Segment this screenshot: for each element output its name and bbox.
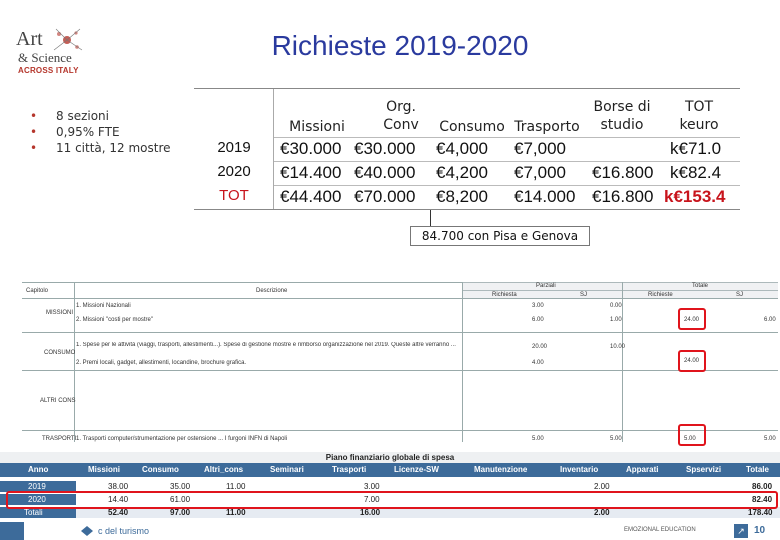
finance-value: 38.00 [108,482,129,491]
sheet-rule [622,282,623,442]
sheet-value: 4.00 [532,360,544,366]
highlight-box [678,350,706,372]
finance-anno: 2019 [28,482,46,491]
slide-title: Richieste 2019-2020 [271,30,529,61]
finance-value: 52.40 [108,508,129,517]
cell-borse-tot: €16.800 [592,187,654,206]
cell-trasporto-tot: €14.000 [514,187,576,206]
finance-col-manutenzione: Manutenzione [474,465,528,474]
cell-org-2020: €40.000 [354,163,416,182]
footer-left-text: c del turismo [98,526,150,536]
finance-col-missioni: Missioni [88,465,121,474]
row-divider [274,161,740,162]
cell-consumo-tot: €8,200 [436,187,488,206]
header-tot-1: TOT [684,99,714,115]
finance-value: 11.00 [226,482,246,491]
callout-note: 84.700 con Pisa e Genova [410,226,590,246]
bullet-item: • 11 città, 12 mostre [30,140,171,156]
sheet-value: 5.00 [532,436,544,442]
finance-value: 86.00 [752,482,773,491]
sheet-line: 1. Spese per le attività (viaggi, trasporti, allestimenti...). Spese di gestione mostre e rimborso organizzazione nel 2019. Queste altre verranno ... [76,342,456,348]
finance-anno: 2020 [28,495,46,504]
sheet-rule [74,282,75,442]
logo-art-text: Art [16,28,43,50]
finance-value: 11.00 [226,508,246,517]
row-label-2020: 2020 [217,163,251,180]
footer-right-text: EMOZIONAL EDUCATION [624,527,696,533]
sheet-value: 10.00 [610,344,626,350]
sheet-total: 5.00 [764,436,776,442]
section-trasporti: TRASPORTI [42,436,77,442]
finance-value: 178.40 [748,508,773,517]
sheet-line: 1. Missioni Nazionali [76,303,131,309]
finance-col-totale: Totale [746,465,769,474]
sheet-header-descrizione: Descrizione [256,288,288,294]
bullet-item: • 0,95% FTE [30,124,171,140]
footer-logo-icon [80,525,94,537]
sheet-header-sj: SJ [580,292,588,298]
finance-value: 61.00 [170,495,191,504]
requests-summary-table [194,88,740,210]
cell-trasporto-2020: €7,000 [514,163,566,182]
sheet-rule [462,282,463,442]
sheet-rule [22,332,778,333]
cell-missioni-tot: €44.400 [280,187,342,206]
cell-missioni-2019: €30.000 [280,139,342,158]
finance-col-consumo: Consumo [142,465,179,474]
bullet-item: • 8 sezioni [30,108,171,124]
section-consumo: CONSUMO [44,350,76,356]
finance-header-row [0,463,780,477]
sheet-total: 24.00 [684,317,700,323]
header-org-1: Org. [386,99,416,115]
finance-value: 3.00 [364,482,380,491]
sheet-line: 2. Premi locali, gadget, allestimenti, locandine, brochure grafica. [76,360,247,366]
cell-org-2019: €30.000 [354,139,416,158]
finance-col-altri: Altri_cons [204,465,244,474]
logo-across-text: ACROSS ITALY [18,66,79,75]
sheet-header-capitolo: Capitolo [26,288,49,294]
finance-col-trasporti: Trasporti [332,465,367,474]
cell-missioni-2020: €14.400 [280,163,342,182]
header-org-2: Conv [383,117,419,133]
sheet-line: 2. Missioni "costi per mostre" [76,317,153,323]
highlight-box [678,424,706,446]
finance-value: 97.00 [170,508,191,517]
finance-col-apparati: Apparati [626,465,659,474]
footer-strip [0,522,780,540]
header-consumo: Consumo [439,119,505,135]
cell-tot-2019: k€71.0 [670,139,722,158]
sheet-value: 0.00 [610,303,622,309]
arrow-icon: ↗ [734,524,748,538]
sheet-value: 6.00 [532,317,544,323]
cell-consumo-2020: €4,200 [436,163,488,182]
cell-org-tot: €70.000 [354,187,416,206]
sheet-header-richieste: Richieste [648,292,673,298]
logo-science-text: & Science [18,50,72,65]
row-divider [274,185,740,186]
finance-anno: Totali [24,508,43,517]
finance-value: 7.00 [364,495,380,504]
finance-title: Piano finanziario globale di spesa [325,453,455,462]
sheet-value: 5.00 [610,436,622,442]
header-borse-2: studio [600,117,644,133]
row-label-tot: TOT [219,187,249,204]
sheet-value: 1.00 [610,317,622,323]
sheet-header-richiesta: Richiesta [492,292,517,298]
sheet-total: 24.00 [684,358,700,364]
finance-value: 16.00 [360,508,381,517]
section-altri-cons: ALTRI CONS [40,398,76,404]
header-tot-2: keuro [679,117,719,133]
finance-value: 82.40 [752,495,773,504]
sheet-line: 1. Trasporti computer/strumentazione per ostensione ... I furgoni INFN di Napoli [76,436,288,442]
budget-request-sheet [0,270,780,450]
row-label-2019: 2019 [217,139,251,156]
summary-bullets [30,108,171,156]
sheet-rule [22,370,778,371]
finance-value: 2.00 [594,482,610,491]
sheet-header-totale: Totale [692,283,709,289]
header-divider [274,137,740,138]
sheet-header-sj2: SJ [736,292,744,298]
cell-tot-2020: k€82.4 [670,163,722,182]
finance-col-anno: Anno [28,465,49,474]
header-trasporto: Trasporto [514,119,580,135]
sheet-total: 6.00 [764,317,776,323]
finance-col-spservizi: Spservizi [686,465,722,474]
sheet-rule [22,298,778,299]
highlight-row-2020 [6,491,778,509]
header-missioni: Missioni [289,119,345,135]
header-borse-1: Borse di [593,99,651,115]
section-missioni: MISSIONI [46,310,74,316]
sheet-total: 5.00 [684,436,696,442]
finance-col-seminari: Seminari [270,465,304,474]
finance-col-licenze: Licenze-SW [394,465,439,474]
page-number: 10 [754,525,766,536]
cell-trasporto-2019: €7,000 [514,139,566,158]
finance-value: 2.00 [594,508,610,517]
cell-consumo-2019: €4,000 [436,139,488,158]
finance-value: 35.00 [170,482,191,491]
highlight-box [678,308,706,330]
sheet-header-parziali: Parziali [536,283,556,289]
finance-col-inventario: Inventario [560,465,599,474]
sheet-value: 3.00 [532,303,544,309]
sheet-rule [22,430,778,431]
footer-block [0,522,24,540]
sheet-value: 20.00 [532,344,548,350]
cell-borse-2020: €16.800 [592,163,654,182]
finance-value: 14.40 [108,495,129,504]
cell-tot-grand: k€153.4 [664,187,726,206]
